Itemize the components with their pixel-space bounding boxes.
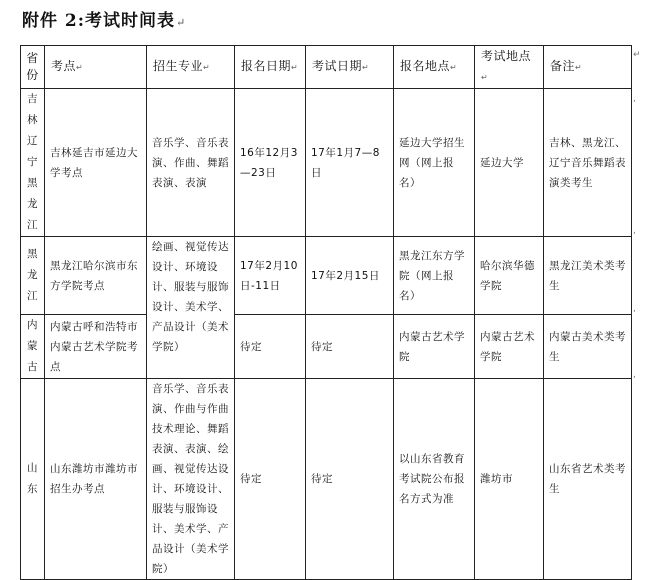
header-reg-date bbox=[235, 46, 306, 89]
cell-remarks: 吉林、黑龙江、辽宁音乐舞蹈表演类考生 bbox=[544, 89, 632, 237]
cell-reg-date: 待定 bbox=[235, 379, 306, 580]
cell-province: 山东 bbox=[21, 379, 45, 580]
cell-major: 音乐学、音乐表演、作曲、舞蹈表演、表演 bbox=[147, 89, 235, 237]
header-remarks-label: 备注 bbox=[550, 59, 576, 73]
document-title bbox=[22, 6, 186, 31]
cell-exam-place: 内蒙古艺术学院 bbox=[475, 315, 544, 379]
header-row bbox=[21, 46, 632, 89]
header-reg-place bbox=[394, 46, 475, 89]
cell-remarks: 山东省艺术类考生 bbox=[544, 379, 632, 580]
cell-mark: ↵ bbox=[203, 63, 211, 72]
cell-mark: ↵ bbox=[76, 63, 84, 72]
header-exam-place-label: 考试地点 bbox=[481, 49, 532, 63]
header-province: 省份 bbox=[21, 46, 45, 89]
title-text: 附件 2:考试时间表 bbox=[22, 11, 176, 31]
row-end-mark: , bbox=[633, 226, 636, 236]
cell-site: 黑龙江哈尔滨市东方学院考点 bbox=[45, 237, 147, 315]
header-exam-place bbox=[475, 46, 544, 89]
cell-mark: ↵ bbox=[481, 73, 489, 82]
header-exam-date-label: 考试日期 bbox=[312, 59, 363, 73]
cell-reg-date: 16年12月3—23日 bbox=[235, 89, 306, 237]
header-site bbox=[45, 46, 147, 89]
cell-remarks: 黑龙江美术类考生 bbox=[544, 237, 632, 315]
cell-major: 绘画、视觉传达设计、环境设计、服装与服饰设计、美术学、产品设计（美术学院） bbox=[147, 237, 235, 379]
table-row bbox=[21, 315, 632, 379]
cell-major: 音乐学、音乐表演、作曲与作曲技术理论、舞蹈表演、表演、绘画、视觉传达设计、环境设计、服装与服饰设计、美术学、产品设计（美术学院） bbox=[147, 379, 235, 580]
cell-exam-place: 延边大学 bbox=[475, 89, 544, 237]
cell-remarks: 内蒙古美术类考生 bbox=[544, 315, 632, 379]
row-end-mark: ↵ bbox=[633, 50, 641, 60]
header-remarks bbox=[544, 46, 632, 89]
cell-mark: ↵ bbox=[291, 63, 299, 72]
cell-province: 黑龙江 bbox=[21, 237, 45, 315]
cell-reg-place: 以山东省教育考试院公布报名方式为准 bbox=[394, 379, 475, 580]
header-reg-date-label: 报名日期 bbox=[241, 59, 292, 73]
cell-reg-place: 黑龙江东方学院（网上报名） bbox=[394, 237, 475, 315]
header-exam-date bbox=[306, 46, 394, 89]
cell-reg-date: 待定 bbox=[235, 315, 306, 379]
header-major bbox=[147, 46, 235, 89]
cell-site: 山东潍坊市潍坊市招生办考点 bbox=[45, 379, 147, 580]
exam-schedule-table bbox=[20, 45, 632, 580]
cell-exam-date: 17年2月15日 bbox=[306, 237, 394, 315]
paragraph-mark: ↵ bbox=[176, 16, 187, 29]
cell-province: 内蒙古 bbox=[21, 315, 45, 379]
cell-province: 吉林辽宁黑龙江 bbox=[21, 89, 45, 237]
row-end-mark: , bbox=[633, 304, 636, 314]
cell-exam-date: 17年1月7—8日 bbox=[306, 89, 394, 237]
table-row bbox=[21, 379, 632, 580]
cell-exam-date: 待定 bbox=[306, 315, 394, 379]
cell-reg-date: 17年2月10日-11日 bbox=[235, 237, 306, 315]
header-reg-place-label: 报名地点 bbox=[400, 59, 451, 73]
cell-site: 吉林延吉市延边大学考点 bbox=[45, 89, 147, 237]
row-end-mark: , bbox=[633, 94, 636, 104]
header-major-label: 招生专业 bbox=[153, 59, 204, 73]
table-row bbox=[21, 237, 632, 315]
cell-mark: ↵ bbox=[575, 63, 583, 72]
cell-exam-place: 潍坊市 bbox=[475, 379, 544, 580]
cell-exam-date: 待定 bbox=[306, 379, 394, 580]
row-end-mark: , bbox=[633, 370, 636, 380]
cell-site: 内蒙古呼和浩特市内蒙古艺术学院考点 bbox=[45, 315, 147, 379]
cell-reg-place: 延边大学招生网（网上报名） bbox=[394, 89, 475, 237]
cell-exam-place: 哈尔滨华德学院 bbox=[475, 237, 544, 315]
cell-mark: ↵ bbox=[362, 63, 370, 72]
cell-reg-place: 内蒙古艺术学院 bbox=[394, 315, 475, 379]
header-site-label: 考点 bbox=[51, 59, 77, 73]
table-row bbox=[21, 89, 632, 237]
cell-mark: ↵ bbox=[450, 63, 458, 72]
